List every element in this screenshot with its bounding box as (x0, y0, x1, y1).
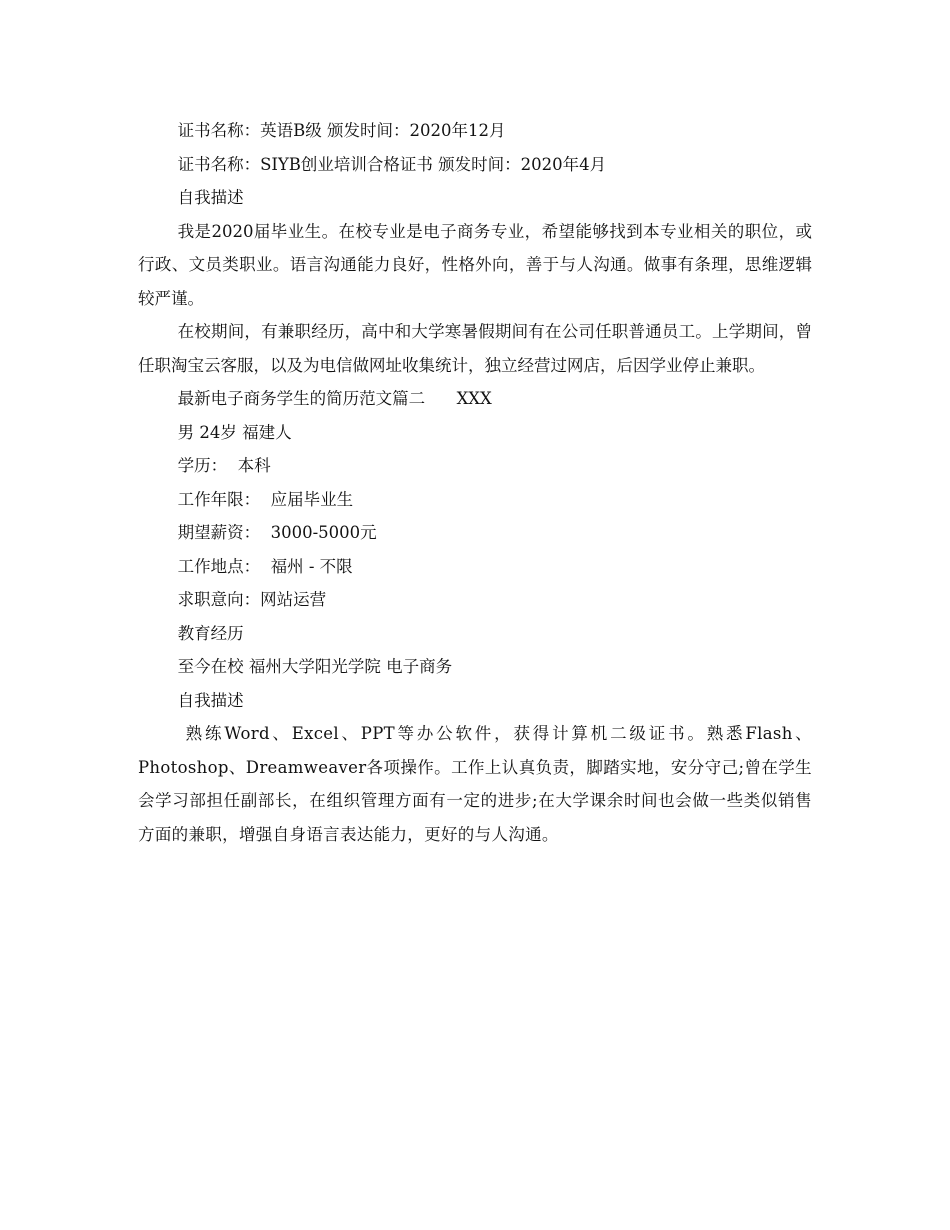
self-description-heading-2: 自我描述 (177, 690, 244, 710)
certificate-siyb-line: 证书名称：SIYB创业培训合格证书 颁发时间：2020年4月 (177, 154, 607, 174)
part-time-paragraph: 在校期间，有兼职经历，高中和大学寒暑假期间有在公司任职普通员工。上学期间，曾任职淘宝云客服，以及为电信做网址收集统计，独立经营过网店，后因学业停止兼职。 (138, 322, 812, 375)
document-body (138, 114, 812, 851)
skills-paragraph: 熟练Word、Excel、PPT等办公软件，获得计算机二级证书。熟悉Flash、Photoshop、Dreamweaver各项操作。工作上认真负责，脚踏实地，安分守己;曾在学生会学习部担任副部长，在组织管理方面有一定的进步;在大学课余时间也会做一些类似销售方面的兼职，增强自身语言表达能力，更好的与人沟通。 (138, 724, 813, 844)
basic-info-line: 男 24岁 福建人 (177, 422, 292, 442)
education-entry: 至今在校 福州大学阳光学院 电子商务 (177, 657, 453, 676)
certificate-english-line: 证书名称：英语B级 颁发时间：2020年12月 (177, 121, 506, 140)
resume-sample-two-title: 最新电子商务学生的简历范文篇二 XXX (177, 389, 492, 408)
self-description-heading: 自我描述 (177, 188, 244, 207)
education-level-line: 学历： 本科 (177, 456, 271, 475)
job-intention-line: 求职意向：网站运营 (177, 590, 327, 609)
education-heading: 教育经历 (177, 623, 244, 643)
work-years-line: 工作年限： 应届毕业生 (177, 489, 354, 509)
self-description-paragraph: 我是2020届毕业生。在校专业是电子商务专业，希望能够找到本专业相关的职位，或行政、文员类职业。语言沟通能力良好，性格外向，善于与人沟通。做事有条理，思维逻辑较严谨。 (138, 221, 812, 308)
expected-salary-line: 期望薪资： 3000-5000元 (177, 523, 377, 542)
work-location-line: 工作地点： 福州 - 不限 (177, 556, 353, 576)
